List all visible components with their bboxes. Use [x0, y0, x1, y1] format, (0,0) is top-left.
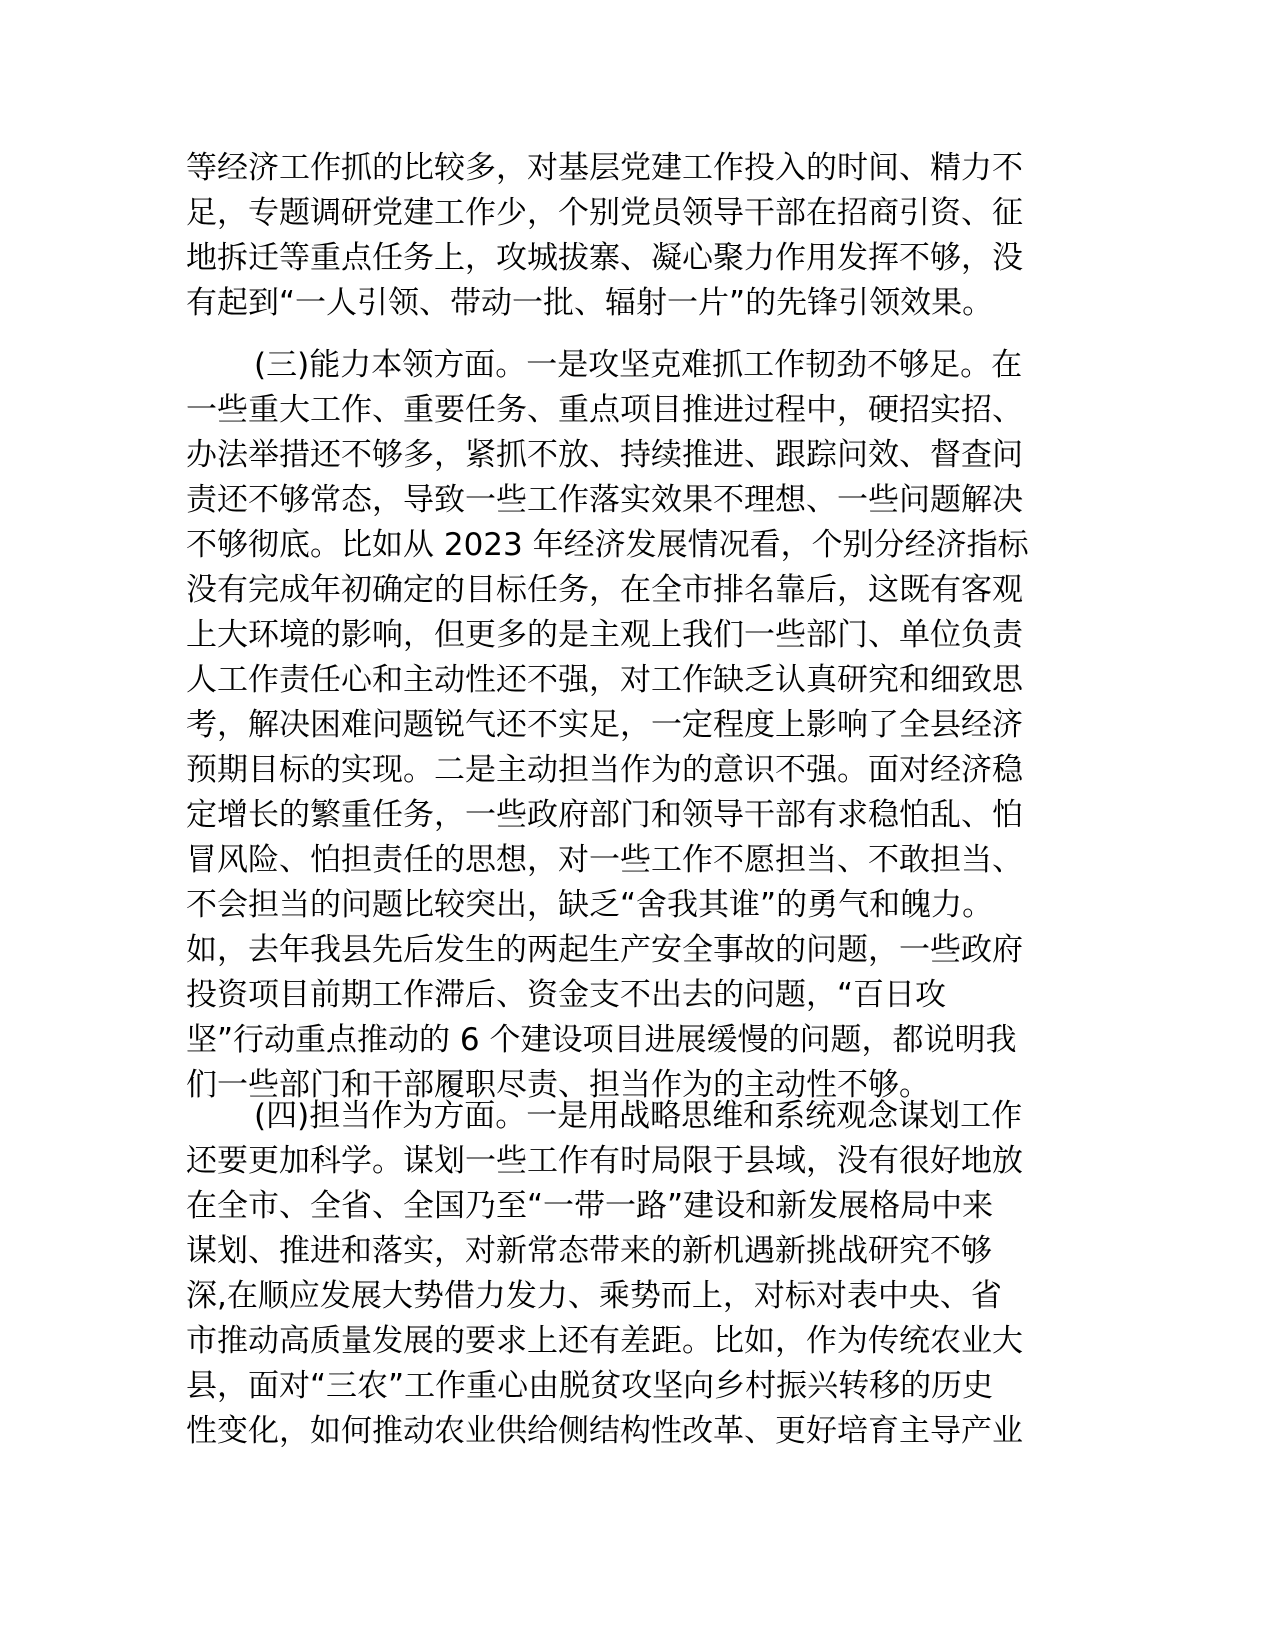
paragraph-line: 市推动高质量发展的要求上还有差距。比如，作为传统农业大 [186, 1323, 1023, 1359]
paragraph-line: 还要更加科学。谋划一些工作有时局限于县域，没有很好地放 [186, 1143, 1023, 1179]
paragraph-party-building [186, 146, 1086, 326]
paragraph-heading-line: (三)能力本领方面。一是攻坚克难抓工作韧劲不够足。在 [254, 347, 1023, 383]
paragraph-line: 坚”行动重点推动的 6 个建设项目进展缓慢的问题，都说明我 [186, 1022, 1017, 1058]
paragraph-line: 责还不够常态，导致一些工作落实效果不理想、一些问题解决 [186, 482, 1023, 518]
paragraph-line: 地拆迁等重点任务上，攻城拔寨、凝心聚力作用发挥不够，没 [186, 240, 1023, 276]
paragraph-line: 等经济工作抓的比较多，对基层党建工作投入的时间、精力不 [186, 150, 1023, 186]
paragraph-line: 一些重大工作、重要任务、重点项目推进过程中，硬招实招、 [186, 392, 1023, 428]
paragraph-line: 在全市、全省、全国乃至“一带一路”建设和新发展格局中来 [186, 1188, 994, 1224]
paragraph-line: 预期目标的实现。二是主动担当作为的意识不强。面对经济稳 [186, 752, 1023, 788]
paragraph-line: 有起到“一人引领、带动一批、辐射一片”的先锋引领效果。 [186, 285, 994, 321]
paragraph-responsibility [186, 1094, 1086, 1454]
paragraph-line: 深,在顺应发展大势借力发力、乘势而上，对标对表中央、省 [186, 1278, 1002, 1314]
paragraph-line: 定增长的繁重任务，一些政府部门和领导干部有求稳怕乱、怕 [186, 797, 1023, 833]
paragraph-line: 办法举措还不够多，紧抓不放、持续推进、跟踪问效、督查问 [186, 437, 1023, 473]
paragraph-line: 人工作责任心和主动性还不强，对工作缺乏认真研究和细致思 [186, 662, 1023, 698]
paragraph-ability-skills [186, 343, 1086, 1108]
paragraph-line: 考，解决困难问题锐气还不实足，一定程度上影响了全县经济 [186, 707, 1023, 743]
paragraph-line: 谋划、推进和落实，对新常态带来的新机遇新挑战研究不够 [186, 1233, 992, 1269]
paragraph-heading-line: (四)担当作为方面。一是用战略思维和系统观念谋划工作 [254, 1098, 1023, 1134]
paragraph-line: 冒风险、怕担责任的思想，对一些工作不愿担当、不敢担当、 [186, 842, 1023, 878]
paragraph-line: 县，面对“三农”工作重心由脱贫攻坚向乡村振兴转移的历史 [186, 1368, 994, 1404]
paragraph-line: 足，专题调研党建工作少，个别党员领导干部在招商引资、征 [186, 195, 1023, 231]
paragraph-line: 如，去年我县先后发生的两起生产安全事故的问题，一些政府 [186, 932, 1023, 968]
paragraph-line: 投资项目前期工作滞后、资金支不出去的问题，“百日攻 [186, 977, 947, 1013]
paragraph-line: 不会担当的问题比较突出，缺乏“舍我其谁”的勇气和魄力。 [186, 887, 994, 923]
paragraph-line: 们一些部门和干部履职尽责、担当作为的主动性不够。 [186, 1067, 930, 1103]
paragraph-line: 上大环境的影响，但更多的是主观上我们一些部门、单位负责 [186, 617, 1023, 653]
paragraph-line: 没有完成年初确定的目标任务，在全市排名靠后，这既有客观 [186, 572, 1023, 608]
paragraph-line: 不够彻底。比如从 2023 年经济发展情况看，个别分经济指标 [186, 527, 1029, 563]
paragraph-line: 性变化，如何推动农业供给侧结构性改革、更好培育主导产业 [186, 1413, 1023, 1449]
